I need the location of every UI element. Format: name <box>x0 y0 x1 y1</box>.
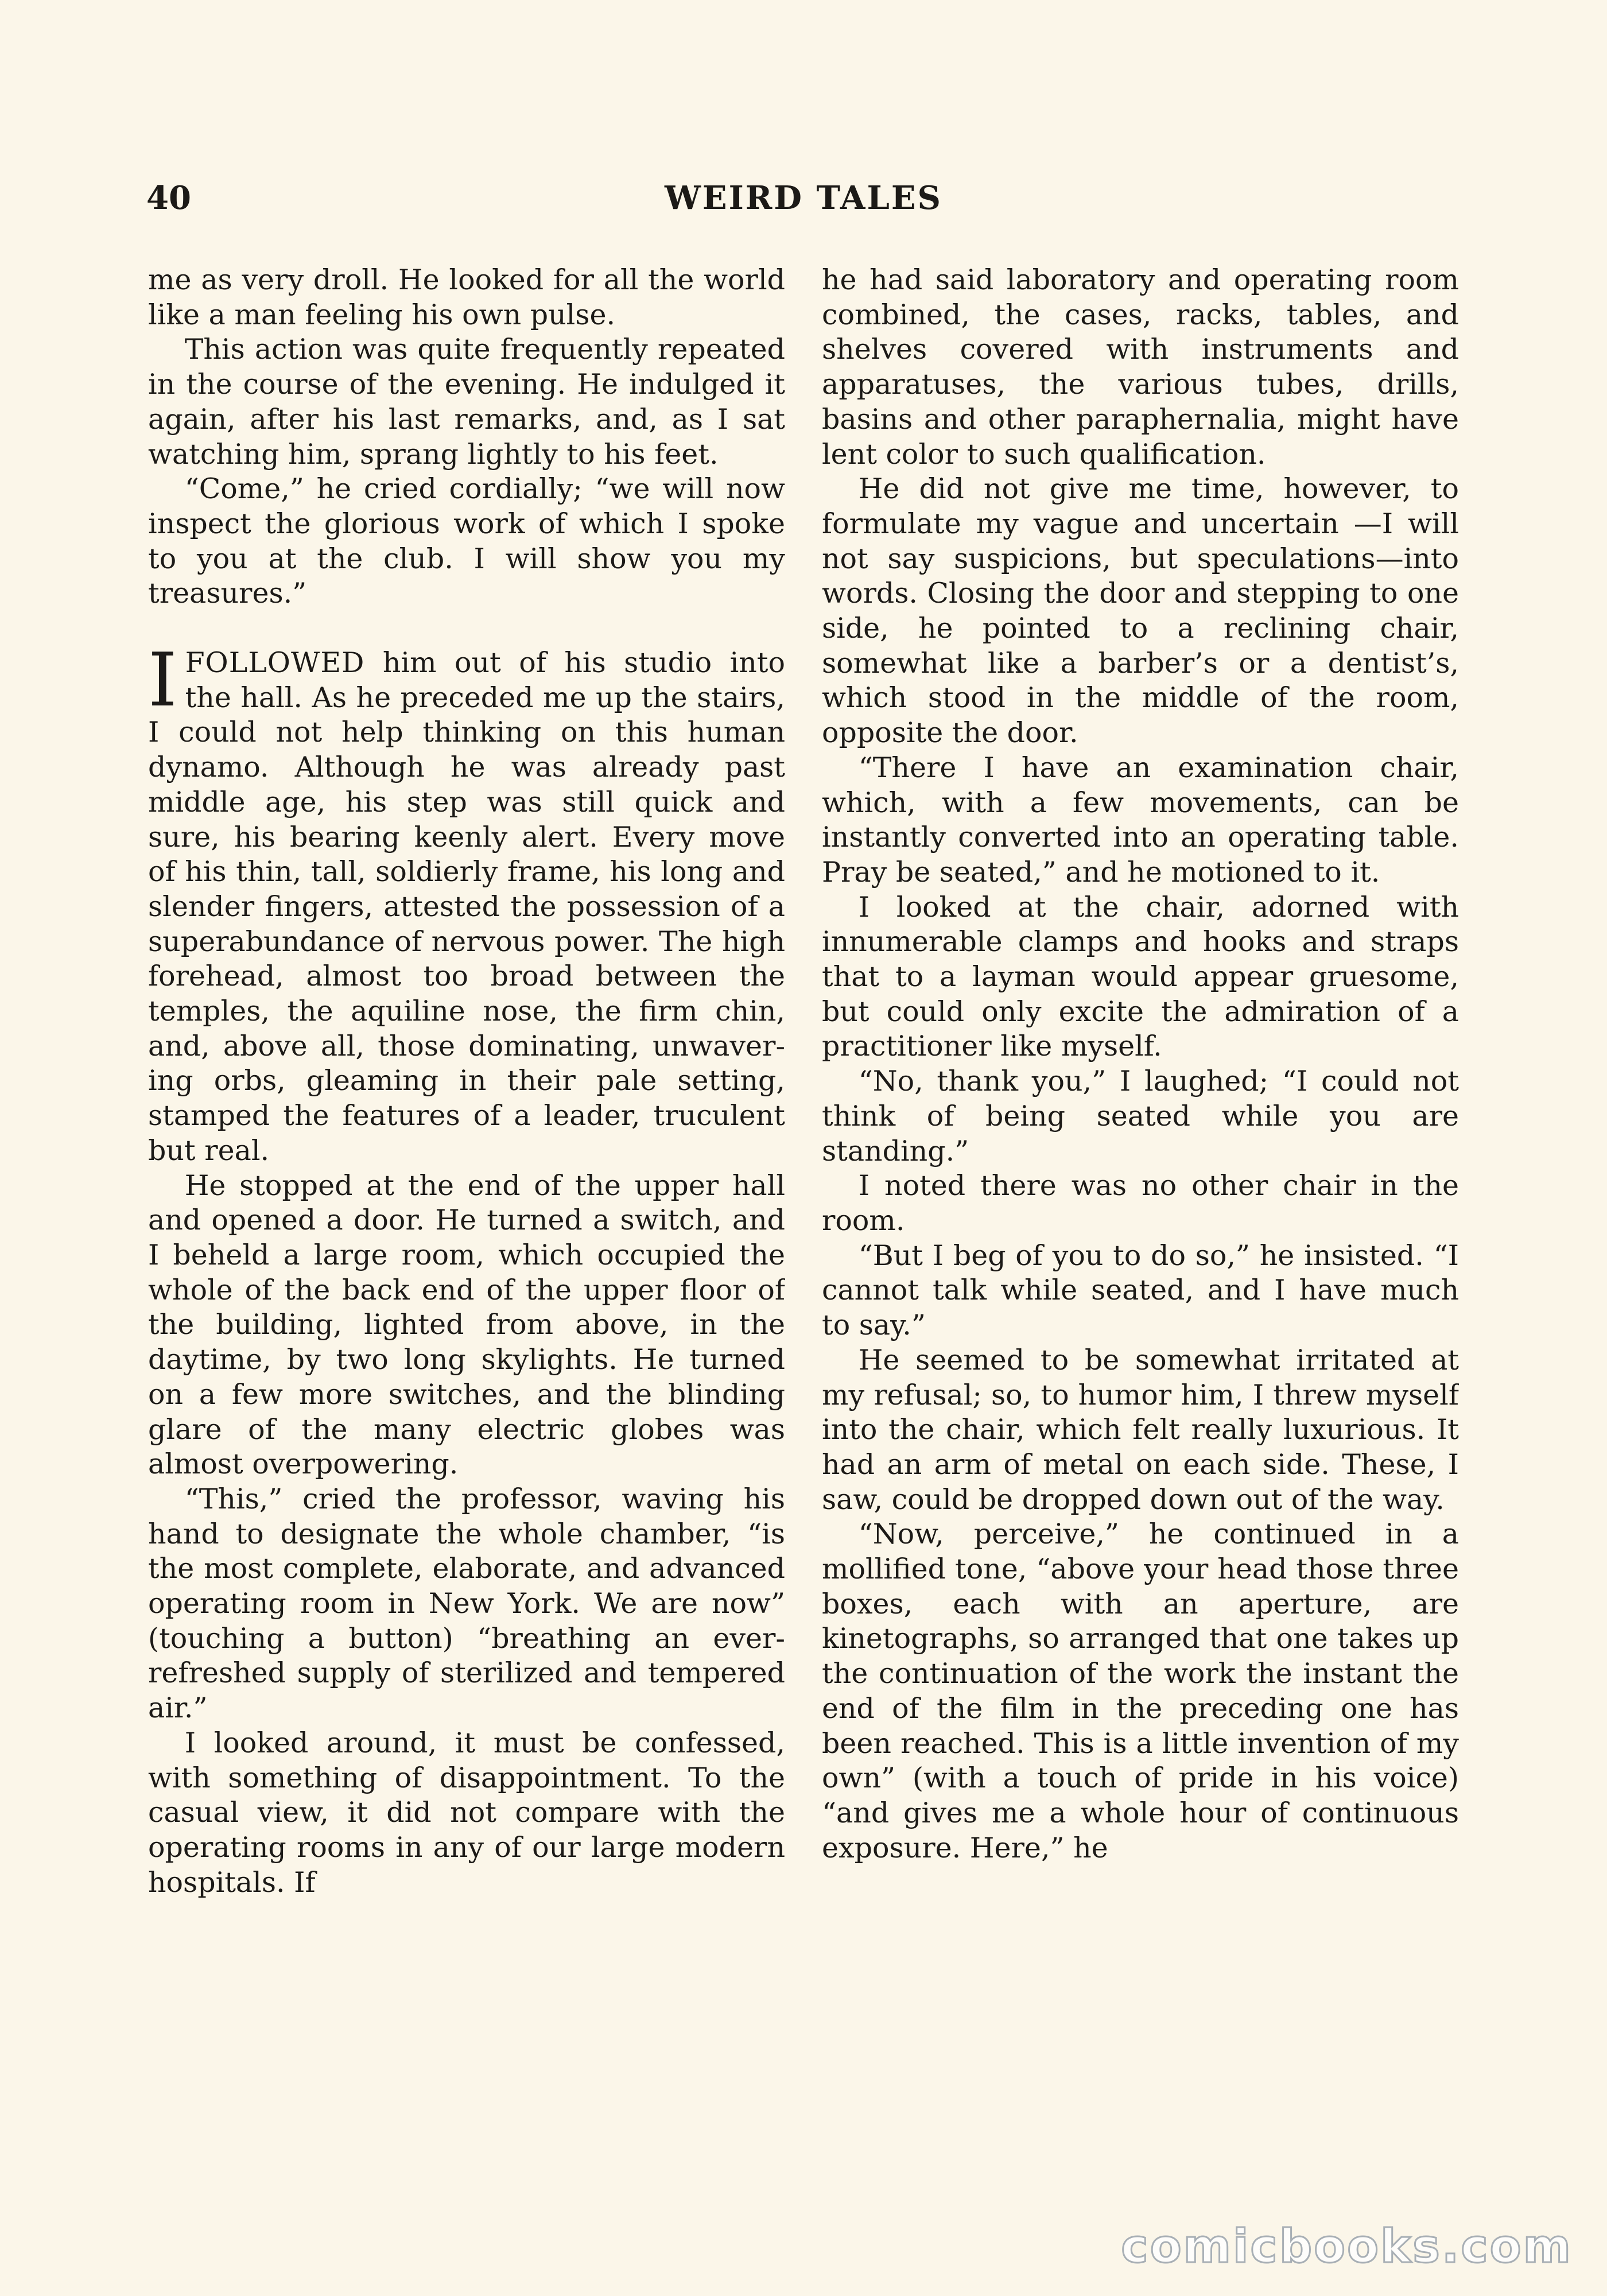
paragraph-text: him out of his studio into the hall. As he preceded me up the stairs, I could not help thinking on this human dynamo. Although he was already past middle age, his step was still quick and sure, his bearing keenly alert. Every move of his thin, tall, soldierly frame, his long and slender fingers, attested the possession of a superabundance of nervous power. The high forehead, almost too broad between the temples, the aquiline nose, the firm chin, and, above all, those dominating, unwavering orbs, gleaming in their pale setting, stamped the features of a leader, truculent but real. <box>148 646 785 1167</box>
right-column <box>822 263 1459 2128</box>
paragraph: He seemed to be somewhat irritated at my refusal; so, to humor him, I threw myself into the chair, which felt really luxurious. It had an arm of metal on each side. These, I saw, could be dropped down out of the way. <box>822 1343 1459 1516</box>
paragraph: “No, thank you,” I laughed; “I could not think of being seated while you are standing.” <box>822 1065 1459 1168</box>
running-head: WEIRD TALES <box>665 179 942 217</box>
paragraph: “This,” cried the professor, waving his hand to designate the whole chamber, “is the most complete, elaborate, and advanced operating room in New York. We are now” (touching a button) “breathing an ever-refreshed supply of sterilized and tempered air.” <box>148 1482 785 1725</box>
paragraph: he had said laboratory and operating room combined, the cases, racks, tables, and shelves covered with instruments and apparatuses, the various tubes, drills, basins and other paraphernalia, might have lent color to such qualification. <box>822 263 1459 471</box>
paragraph: “Now, perceive,” he continued in a mollified tone, “above your head those three boxes, each with an aperture, are kinetographs, so arranged that one takes up the continuation of the work the instant the end of the film in the preceding one has been reached. This is a little invention of my own” (with a touch of pride in his voice) “and gives me a whole hour of continuous exposure. Here,” he <box>822 1518 1459 1864</box>
paragraph: “Come,” he cried cordially; “we will now inspect the glorious work of which I spoke to you at the club. I will show you my treasures.” <box>148 472 785 610</box>
paragraph: “But I beg of you to do so,” he insisted. “I cannot talk while seated, and I have much to say.” <box>822 1239 1459 1342</box>
paragraph: I noted there was no other chair in the room. <box>822 1169 1459 1237</box>
paragraph: He stopped at the end of the upper hall and opened a door. He turned a switch, and I beheld a large room, which occupied the whole of the back end of the upper floor of the building, lighted from above, in the daytime, by two long skylights. He turned on a few more switches, and the blinding glare of the many electric globes was almost overpowering. <box>148 1169 785 1481</box>
paragraph: me as very droll. He looked for all the world like a man feeling his own pulse. <box>148 263 785 331</box>
section-opening-paragraph <box>148 638 785 1169</box>
lead-in-word: FOLLOWED <box>185 646 365 680</box>
page-header <box>146 175 1461 221</box>
paragraph: He did not give me time, however, to formulate my vague and uncertain —I will not say suspicions, but speculations—into words. Closing the door and stepping to one side, he pointed to a reclining chair, somewhat like a barber’s or a dentist’s, which stood in the middle of the room, opposite the door. <box>822 472 1459 750</box>
left-column <box>148 263 785 2128</box>
drop-cap: I <box>148 638 177 724</box>
paragraph: I looked around, it must be confessed, with something of disappointment. To the casual view, it did not compare with the operating rooms in any of our large modern hospitals. If <box>148 1726 785 1899</box>
watermark-logo: comicbooks.com <box>1121 2220 1573 2273</box>
page-number: 40 <box>146 179 191 217</box>
paragraph: This action was quite frequently repeated in the course of the evening. He indulged it again, after his last remarks, and, as I sat watching him, sprang lightly to his feet. <box>148 333 785 471</box>
paragraph: I looked at the chair, adorned with innumerable clamps and hooks and straps that to a layman would appear gruesome, but could only excite the admiration of a practitioner like myself. <box>822 890 1459 1063</box>
paragraph: “There I have an examination chair, which, with a few movements, can be instantly converted into an operating table. Pray be seated,” and he motioned to it. <box>822 751 1459 889</box>
